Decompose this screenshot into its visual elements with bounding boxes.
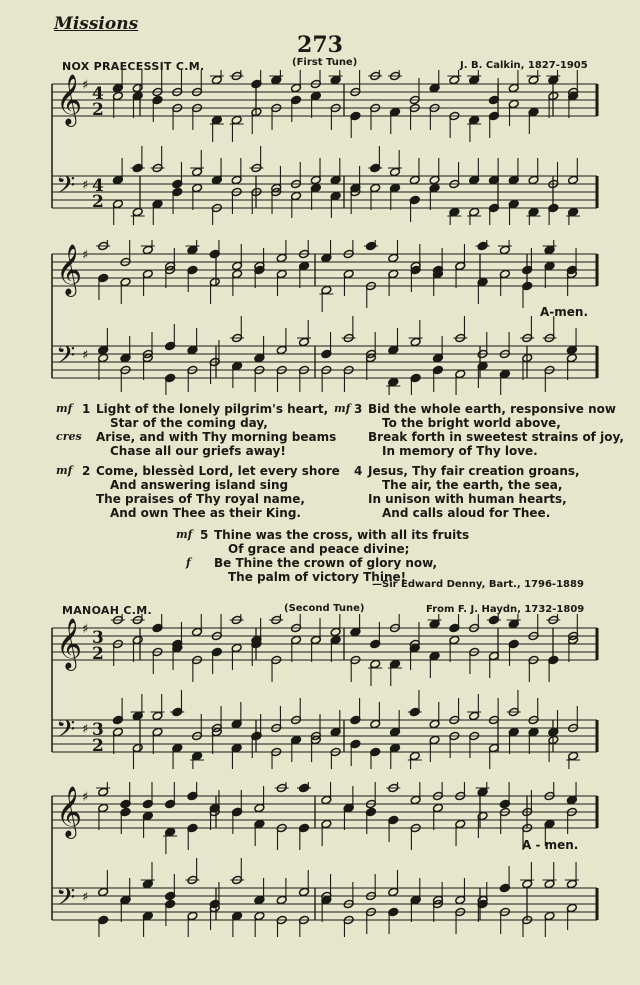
time-signature-bottom: 2 (92, 192, 104, 212)
sharp-icon: ♯ (82, 622, 89, 637)
verse-line: To the bright world above, (382, 416, 561, 430)
bass-clef-icon: 𝄢 (56, 171, 76, 206)
time-signature-top: 4 (92, 84, 104, 104)
section-label: Missions (54, 14, 139, 34)
verse-line: Thine was the cross, with all its fruits (214, 528, 470, 542)
time-signature-bottom: 2 (92, 736, 104, 756)
bass-staff (52, 858, 597, 937)
verse-line: Star of the coming day, (110, 416, 268, 430)
time-signature-bottom: 2 (92, 100, 104, 120)
verse-line: Bid the whole earth, responsive now (368, 402, 616, 416)
verse-number: 3 (354, 402, 363, 416)
tune2-composer: From F. J. Haydn, 1732-1809 (426, 604, 585, 615)
sharp-icon: ♯ (82, 248, 89, 263)
sharp-icon: ♯ (82, 722, 89, 737)
dynamic-marking: mf (56, 402, 73, 415)
treble-staff (52, 70, 597, 142)
text-attribution: —Sir Edward Denny, Bart., 1796-1889 (372, 579, 584, 590)
time-signature-top: 3 (92, 628, 104, 648)
time-signature-bottom: 2 (92, 644, 104, 664)
verse-line: The air, the earth, the sea, (382, 478, 563, 492)
bass-staff (52, 690, 597, 769)
treble-clef-icon: 𝄞 (56, 786, 83, 837)
dynamic-marking: mf (56, 464, 73, 477)
dynamic-marking: f (186, 556, 191, 569)
verse-line: In memory of Thy love. (382, 444, 538, 458)
verse-line: Come, blessèd Lord, let every shore (96, 464, 340, 478)
verse-line: Light of the lonely pilgrim's heart, (96, 402, 329, 416)
treble-clef-icon: 𝄞 (56, 244, 83, 295)
verse-line: Of grace and peace divine; (228, 542, 410, 556)
treble-staff (52, 782, 597, 854)
verse-line: In unison with human hearts, (368, 492, 567, 506)
time-signature-top: 4 (92, 176, 104, 196)
dynamic-marking: mf (334, 402, 351, 415)
treble-staff (52, 614, 597, 686)
verse-number: 4 (354, 464, 363, 478)
hymn-number: 273 (297, 32, 343, 58)
time-signature-top: 3 (92, 720, 104, 740)
tune2-system-1 (0, 614, 640, 769)
verse-line: The palm of victory Thine! (228, 570, 407, 584)
verse-line: Chase all our griefs away! (110, 444, 286, 458)
tune1-amen: A-men. (540, 305, 589, 319)
treble-clef-icon: 𝄞 (56, 74, 83, 125)
tune2-label: (Second Tune) (284, 603, 365, 614)
sharp-icon: ♯ (82, 890, 89, 905)
sharp-icon: ♯ (82, 790, 89, 805)
verse-line: Jesus, Thy fair creation groans, (368, 464, 580, 478)
bass-clef-icon: 𝄢 (56, 715, 76, 750)
verse-line: And calls aloud for Thee. (382, 506, 551, 520)
dynamic-marking: cres (56, 430, 82, 443)
verse-number: 1 (82, 402, 91, 416)
tune2-name: MANOAH C.M. (62, 604, 152, 617)
tune1-system-1 (0, 70, 640, 225)
verse-number: 2 (82, 464, 91, 478)
verse-line: Break forth in sweetest strains of joy, (368, 430, 624, 444)
verse-line: Be Thine the crown of glory now, (214, 556, 438, 570)
sharp-icon: ♯ (82, 348, 89, 363)
verse-line: The praises of Thy royal name, (96, 492, 305, 506)
treble-staff (52, 240, 597, 312)
dynamic-marking: mf (176, 528, 193, 541)
treble-clef-icon: 𝄞 (56, 618, 83, 669)
bass-clef-icon: 𝄢 (56, 341, 76, 376)
sharp-icon: ♯ (82, 78, 89, 93)
tune2-amen: A - men. (522, 838, 579, 852)
bass-staff (52, 316, 597, 395)
verse-line: And own Thee as their King. (110, 506, 301, 520)
verse-line: And answering island sing (110, 478, 289, 492)
bass-staff (52, 146, 597, 225)
verse-number: 5 (200, 528, 209, 542)
tune2-system-2 (0, 782, 640, 937)
verse-line: Arise, and with Thy morning beams (96, 430, 337, 444)
bass-clef-icon: 𝄢 (56, 883, 76, 918)
tune1-composer: J. B. Calkin, 1827-1905 (460, 60, 588, 71)
tune1-name: NOX PRAECESSIT C.M. (62, 60, 205, 73)
tune1-label: (First Tune) (292, 57, 358, 68)
sharp-icon: ♯ (82, 178, 89, 193)
